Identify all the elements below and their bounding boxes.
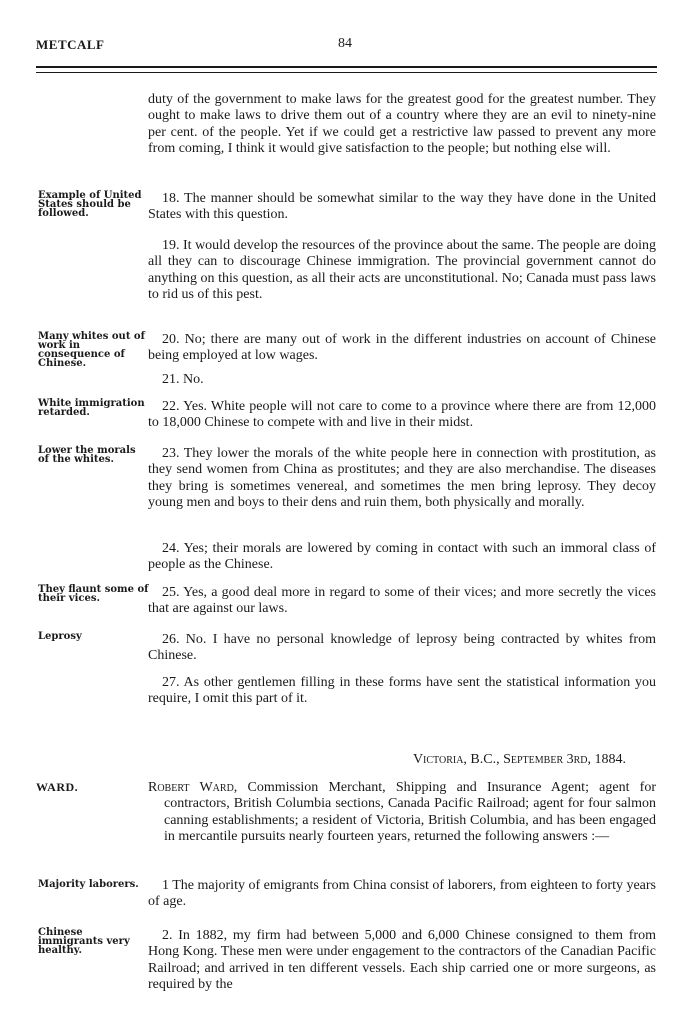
answer-27: 27. As other gentlemen filling in these forms have sent the statistical information you require, I omit this part of it. (148, 675, 656, 707)
margin-note-majority: Majority laborers. (38, 879, 139, 890)
answer-22: 22. Yes. White people will not care to come to a province where there are from 12,000 to 18,000 Chinese to compete with and live in their midst. (148, 399, 656, 431)
margin-note-18: Example of United States should be followed. (38, 190, 142, 219)
witness-description: Commission Merchant, Shipping and Insurance Agent; agent for contractors, British Columbia sections, Canada Pacific Railroad; agent for four salmon canning establishments; a resident of Victoria, British Columbia, and has been engaged in mercantile pursuits nearly fourteen years, returned the following answers :— (164, 780, 656, 845)
paragraph-continued: duty of the government to make laws for the greatest good for the greatest number. They ought to make laws to drive them out of a country where they are an evil to ninety-nine per cent. of the people. Yet if we could get a restrictive law passed to prevent any more from coming, I think it would give satisfaction to the people; but nothing else will. (148, 92, 656, 157)
header-rule-thick (36, 66, 657, 68)
margin-note-20: Many whites out of work in consequence of Chinese. (38, 331, 145, 369)
witness-full-name: Robert Ward, (148, 780, 238, 795)
ward-answer-1: 1 The majority of emigrants from China consist of laborers, from eighteen to forty years of age. (148, 878, 656, 910)
margin-note-23: Lower the morals of the whites. (38, 445, 136, 465)
answer-25: 25. Yes, a good deal more in regard to some of their vices; and more secretly the vices that are against our laws. (148, 585, 656, 617)
witness-introduction (148, 780, 656, 846)
margin-note-22: White immigration retarded. (38, 398, 145, 418)
answer-23: 23. They lower the morals of the white people here in connection with prostitution, as they send women from China as prostitutes; and they are also merchandise. The diseases they bring is sometimes venereal, and sometimes the men bring leprosy. They decoy young men and boys to their dens and ruin them, both physically and morally. (148, 446, 656, 511)
answer-20: 20. No; there are many out of work in the different industries on account of Chinese being employed at low wages. (148, 332, 656, 364)
running-head: METCALF (36, 37, 105, 52)
margin-note-25: They flaunt some of their vices. (38, 584, 149, 604)
answer-26: 26. No. I have no personal knowledge of leprosy being contracted by whites from Chinese. (148, 632, 656, 664)
answer-21: 21. No. (162, 372, 204, 387)
answer-24: 24. Yes; their morals are lowered by coming in contact with such an immoral class of people as the Chinese. (148, 541, 656, 573)
header-rule-thin (36, 72, 657, 73)
ward-answer-2: 2. In 1882, my firm had between 5,000 and 6,000 Chinese consigned to them from Hong Kong. These men were under engagement to the contractors of the Canadian Pacific Railroad; and arrived in ten different vessels. Each ship carried one or more surgeons, as required by the (148, 928, 656, 993)
margin-note-healthy: Chinese immigrants very healthy. (38, 927, 130, 956)
answer-19: 19. It would develop the resources of the province about the same. The people are doing all they can to discourage Chinese immigration. The provincial government cannot do anything on this question, as all their acts are unconstitutional. No; Canada must pass laws to rid us of this pest. (148, 238, 656, 303)
place-date-line: Victoria, B.C., September 3rd, 1884. (412, 752, 626, 767)
margin-note-26: Leprosy (38, 631, 82, 642)
answer-18: 18. The manner should be somewhat similar to the way they have done in the United States with this question. (148, 191, 656, 223)
witness-name-head: WARD. (36, 780, 79, 794)
page-number: 84 (338, 36, 352, 51)
